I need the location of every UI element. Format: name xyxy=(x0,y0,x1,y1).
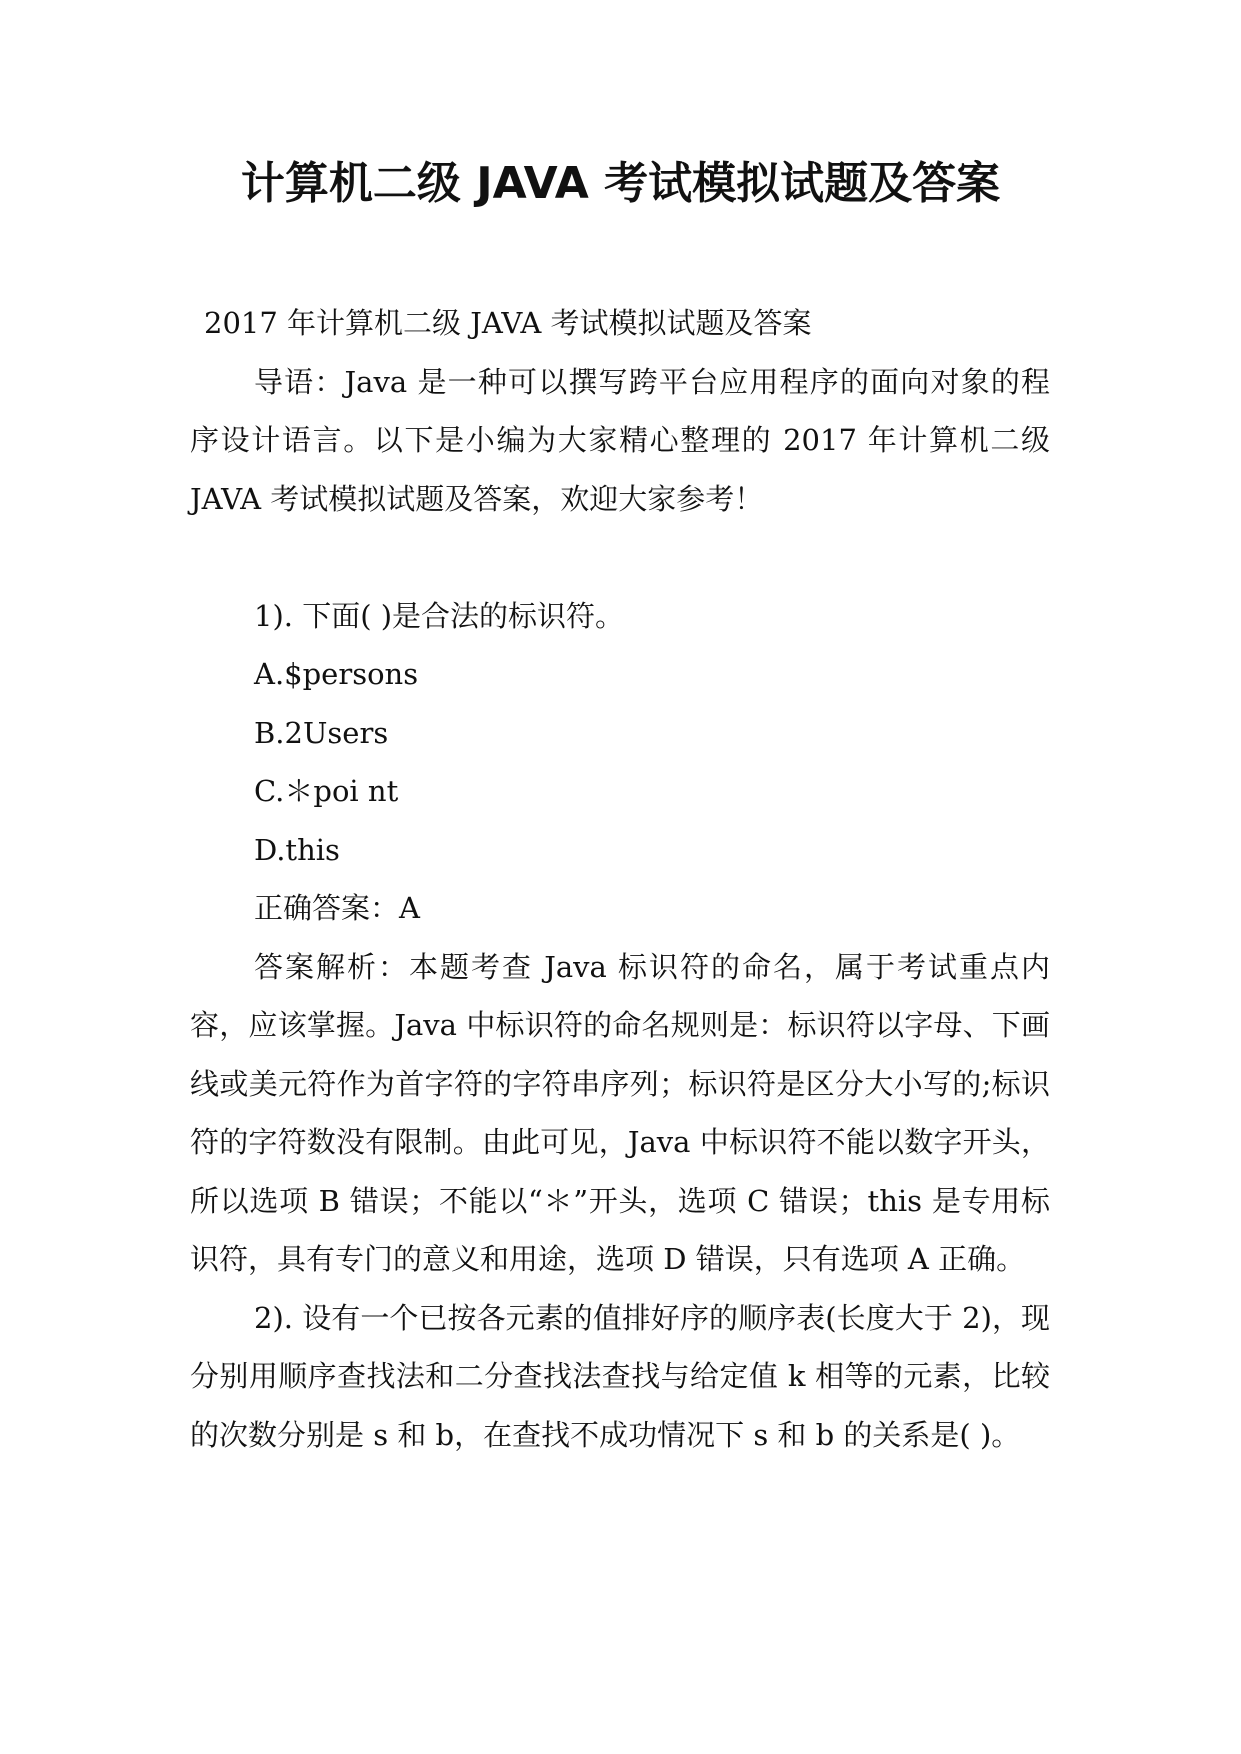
document-subtitle: 2017 年计算机二级 JAVA 考试模拟试题及答案 xyxy=(204,306,812,340)
question-1-option-a: A.$persons xyxy=(254,657,419,691)
question-1-stem: 1). 下面( )是合法的标识符。 xyxy=(254,598,625,633)
question-1-analysis: 答案解析：本题考查 Java 标识符的命名，属于考试重点内容，应该掌握。Java 中标识符的命名规则是：标识符以字母、下画线或美元符作为首字符的字符串序列；标识符是区分大小写的;标识符的字符数没有限制。由此可见，Java 中标识符不能以数字开头，所以选项 B 错误；不能以“＊”开头，选项 C 错误；this 是专用标识符，具有专门的意义和用途，选项 D 错误，只有选项 A 正确。 xyxy=(190,949,1050,1276)
question-1-option-c: C.＊poi nt xyxy=(254,774,399,808)
question-2 xyxy=(190,1289,1050,1465)
question-1-option-b: B.2Users xyxy=(254,715,389,750)
question-2-stem: 2). 设有一个已按各元素的值排好序的顺序表(长度大于 2)，现分别用顺序查找法和二分查找法查找与给定值 k 相等的元素，比较的次数分别是 s 和 b，在查找不成功情况下 s 和 b 的关系是( )。 xyxy=(190,1300,1050,1452)
paragraph-spacer xyxy=(190,528,1050,587)
intro-paragraph: 导语：Java 是一种可以撰写跨平台应用程序的面向对象的程序设计语言。以下是小编为大家精心整理的 2017 年计算机二级 JAVA 考试模拟试题及答案，欢迎大家参考！ xyxy=(190,364,1050,516)
document-title: 计算机二级 JAVA 考试模拟试题及答案 xyxy=(240,158,1001,209)
document-body xyxy=(190,294,1050,1464)
question-1-answer: 正确答案：A xyxy=(254,891,420,925)
question-1-option-d: D.this xyxy=(254,832,340,867)
question-1 xyxy=(190,587,1050,1289)
